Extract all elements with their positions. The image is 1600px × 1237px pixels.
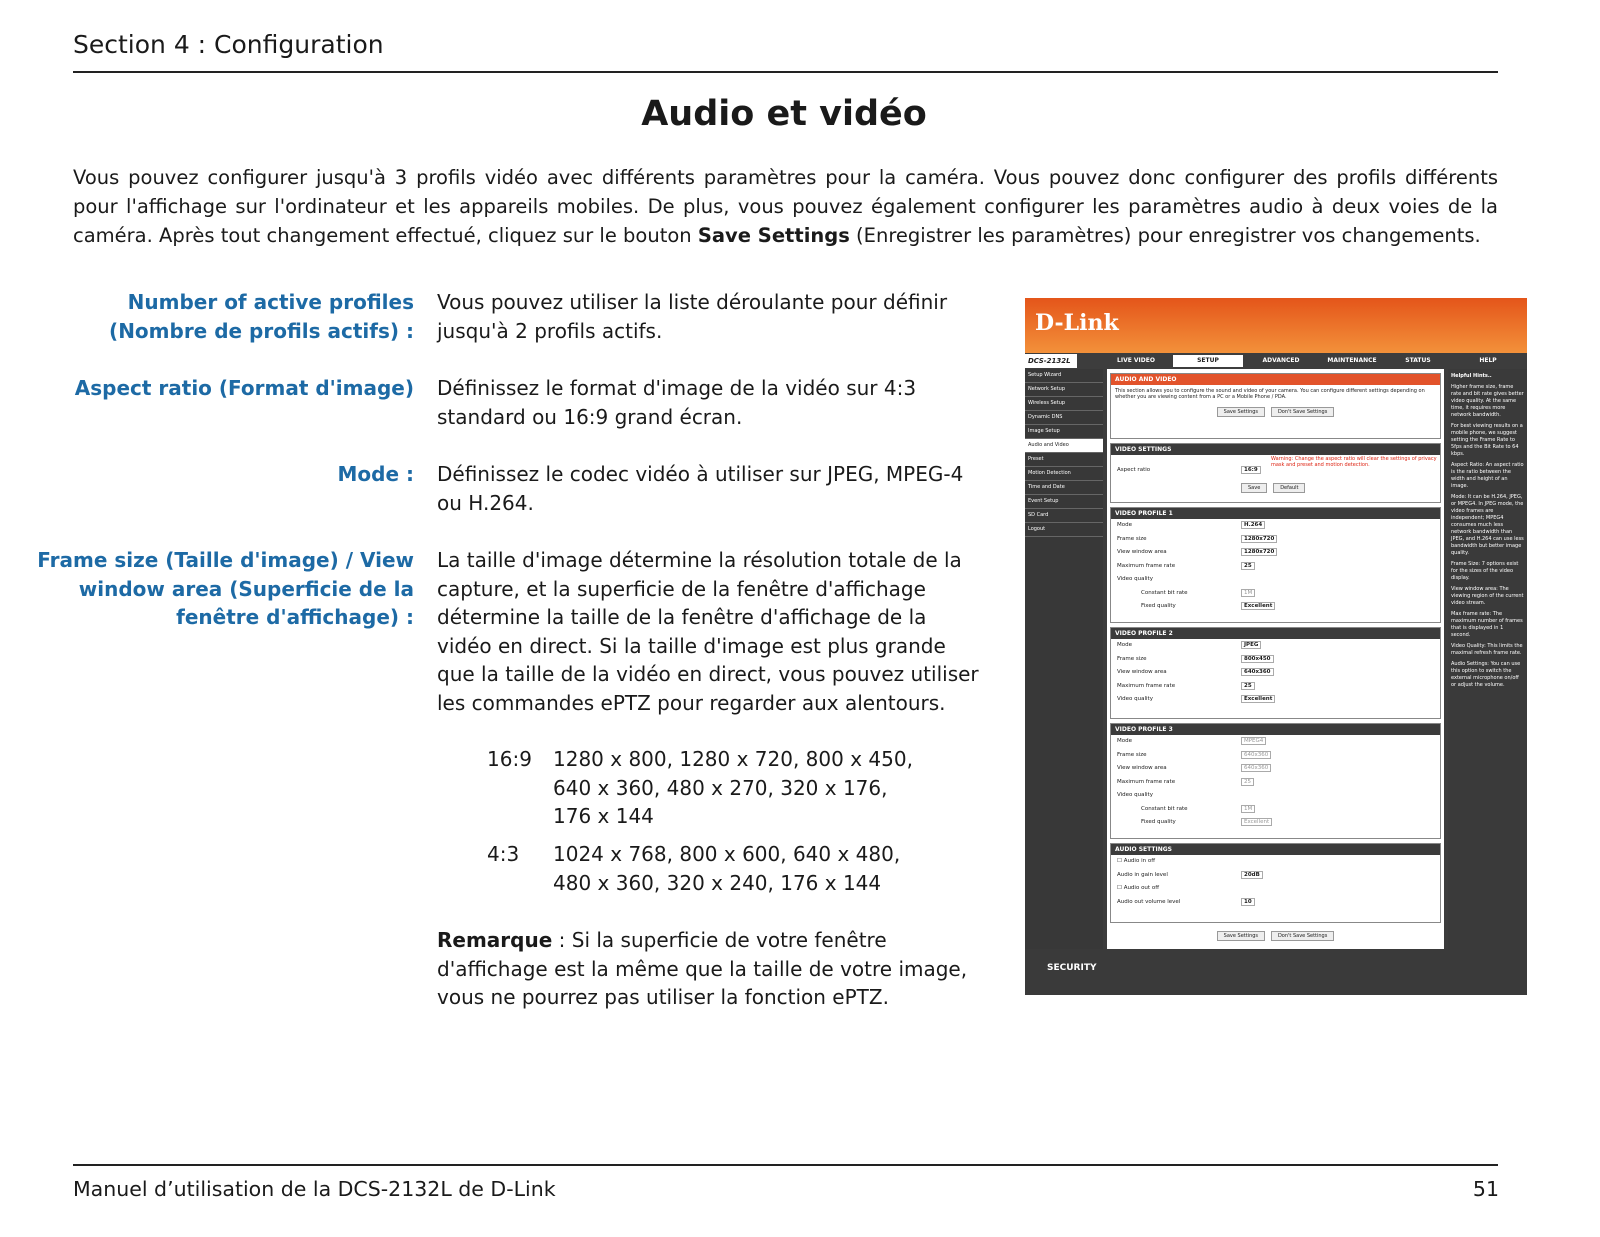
res-line: 1280 x 800, 1280 x 720, 800 x 450, bbox=[553, 747, 913, 771]
view-area-select[interactable]: 1280x720 bbox=[1241, 548, 1277, 556]
dont-save-settings-button[interactable]: Don't Save Settings bbox=[1271, 407, 1334, 417]
sidebar-item-dynamic-dns[interactable]: Dynamic DNS bbox=[1025, 411, 1103, 425]
sidebar-item-setup-wizard[interactable]: Setup Wizard bbox=[1025, 369, 1103, 383]
camera-ui-screenshot bbox=[1025, 298, 1527, 995]
def-mode: Définissez le codec vidéo à utiliser sur JPEG, MPEG-4 ou H.264. bbox=[437, 462, 964, 515]
sidebar-item-wireless-setup[interactable]: Wireless Setup bbox=[1025, 397, 1103, 411]
box-title: AUDIO AND VIDEO bbox=[1111, 374, 1440, 385]
hints-title: Helpful Hints.. bbox=[1451, 373, 1492, 379]
audio-out-off-checkbox[interactable]: ☐ Audio out off bbox=[1117, 885, 1159, 891]
label: Frame size bbox=[1117, 535, 1147, 542]
label: View window area bbox=[1117, 669, 1167, 675]
hint: Mode: It can be H.264, JPEG, or MPEG4. In JPEG mode, the video frames are independent; MPEG4 consumes much less network bandwidth than JPEG, and H.264 can use less bandwidth but better image quality. bbox=[1451, 494, 1524, 556]
row bbox=[1111, 519, 1440, 533]
term-line: window area (Superficie de la bbox=[78, 576, 414, 601]
note-label: Remarque bbox=[437, 928, 553, 952]
sidebar-item-logout[interactable]: Logout bbox=[1025, 523, 1103, 537]
label: Fixed quality bbox=[1141, 603, 1176, 609]
audio-in-off-checkbox[interactable]: ☐ Audio in off bbox=[1117, 858, 1155, 864]
default-button[interactable]: Default bbox=[1273, 483, 1305, 493]
res-line: 640 x 360, 480 x 270, 320 x 176, bbox=[553, 775, 888, 800]
row bbox=[1111, 600, 1440, 614]
quality-select[interactable]: Excellent bbox=[1241, 695, 1275, 703]
row bbox=[1111, 693, 1440, 707]
row bbox=[1111, 749, 1440, 763]
label: Video quality bbox=[1117, 576, 1153, 582]
row bbox=[1111, 896, 1440, 910]
term-frame-size bbox=[37, 546, 414, 632]
model-label: DCS-2132L bbox=[1025, 354, 1077, 368]
label: Mode bbox=[1117, 642, 1132, 648]
box-title: VIDEO PROFILE 1 bbox=[1111, 508, 1440, 519]
gain-select[interactable]: 20dB bbox=[1241, 871, 1263, 879]
label: Audio out volume level bbox=[1117, 898, 1181, 905]
intro-bold: Save Settings bbox=[697, 224, 850, 247]
def-aspect-ratio: Définissez le format d'image de la vidéo sur 4:3 standard ou 16:9 grand écran. bbox=[437, 376, 917, 429]
label: Video quality bbox=[1117, 792, 1153, 798]
aspect-warning: Warning: Change the aspect ratio will clear the settings of privacy mask and preset and motion detection. bbox=[1271, 456, 1437, 468]
row bbox=[1111, 533, 1440, 547]
label: Constant bit rate bbox=[1141, 589, 1188, 596]
label: Mode bbox=[1117, 738, 1132, 744]
view-area-select[interactable]: 640x360 bbox=[1241, 668, 1274, 676]
label: Constant bit rate bbox=[1141, 805, 1188, 812]
row bbox=[1111, 762, 1440, 776]
frame-rate-select[interactable]: 25 bbox=[1241, 778, 1254, 786]
label: Maximum frame rate bbox=[1117, 778, 1176, 785]
save-settings-button[interactable]: Save Settings bbox=[1217, 931, 1265, 941]
save-button[interactable]: Save bbox=[1241, 483, 1267, 493]
content-panel bbox=[1107, 369, 1444, 949]
view-area-select[interactable]: 640x360 bbox=[1241, 764, 1271, 772]
sidebar-item-sd-card[interactable]: SD Card bbox=[1025, 509, 1103, 523]
quality-select[interactable]: Excellent bbox=[1241, 818, 1272, 826]
mode-select[interactable]: H.264 bbox=[1241, 521, 1265, 529]
res-line: 176 x 144 bbox=[553, 804, 654, 828]
tab-advanced[interactable]: ADVANCED bbox=[1262, 357, 1300, 364]
label: Mode bbox=[1117, 522, 1132, 528]
hint: For best viewing results on a mobile phone, we suggest setting the Frame Rate to 5fps and the Bit Rate to 64 kbps. bbox=[1451, 423, 1523, 457]
label: Audio out off bbox=[1123, 885, 1159, 891]
sidebar bbox=[1025, 369, 1103, 949]
row bbox=[1111, 587, 1440, 601]
frame-size-select[interactable]: 800x450 bbox=[1241, 655, 1274, 663]
frame-size-select[interactable]: 640x360 bbox=[1241, 751, 1271, 759]
hint: View window area: The viewing region of the current video stream. bbox=[1451, 586, 1524, 606]
tab-status[interactable]: STATUS bbox=[1405, 357, 1431, 364]
tab-setup[interactable]: SETUP bbox=[1173, 355, 1243, 367]
def-frame-size: La taille d'image détermine la résolution totale de la capture, et la superficie de la fenêtre d'affichage détermine la taille de la fenêtre d'affichage de la vidéo en direct. Si la taille d'image est plus grande que la taille de la vidéo en direct, vous pouvez utiliser les commandes ePTZ pour regarder aux alentours. bbox=[437, 548, 979, 715]
header-divider bbox=[73, 71, 1498, 73]
def-active-profiles: Vous pouvez utiliser la liste déroulante pour définir jusqu'à 2 profils actifs. bbox=[437, 290, 948, 343]
video-profile-2-box bbox=[1110, 627, 1441, 719]
term-line: fenêtre d'affichage) : bbox=[176, 605, 414, 629]
footer-divider bbox=[73, 1164, 1498, 1166]
label: Audio in off bbox=[1123, 858, 1155, 864]
ratio-4-3: 4:3 bbox=[487, 842, 520, 866]
banner bbox=[1025, 298, 1527, 353]
footer-manual-title: Manuel d’utilisation de la DCS-2132L de D-Link bbox=[73, 1177, 556, 1201]
aspect-row bbox=[1111, 455, 1440, 483]
resolutions-16-9 bbox=[553, 745, 913, 831]
save-settings-button[interactable]: Save Settings bbox=[1217, 407, 1265, 417]
row bbox=[1111, 882, 1440, 896]
row bbox=[1111, 869, 1440, 883]
quality-select[interactable]: Excellent bbox=[1241, 602, 1275, 610]
mode-select[interactable]: MPEG4 bbox=[1241, 737, 1266, 745]
label: Frame size bbox=[1117, 751, 1147, 758]
term-aspect-ratio: Aspect ratio (Format d'image) bbox=[74, 376, 414, 400]
aspect-label: Aspect ratio bbox=[1117, 467, 1151, 473]
label: View window area bbox=[1117, 765, 1167, 771]
audio-settings-box bbox=[1110, 843, 1441, 923]
row bbox=[1111, 560, 1440, 574]
dont-save-settings-button[interactable]: Don't Save Settings bbox=[1271, 931, 1334, 941]
term-line: Number of active profiles bbox=[127, 290, 414, 314]
tab-live-video[interactable]: LIVE VIDEO bbox=[1117, 357, 1155, 364]
row bbox=[1111, 680, 1440, 694]
hint: Video Quality: This limits the maximal refresh frame rate. bbox=[1451, 643, 1523, 656]
helpful-hints-panel bbox=[1448, 369, 1527, 949]
video-profile-3-box bbox=[1110, 723, 1441, 839]
label: Maximum frame rate bbox=[1117, 682, 1176, 689]
dlink-logo: D-Link bbox=[1035, 310, 1119, 336]
page-number: 51 bbox=[1472, 1177, 1499, 1201]
section-header: Section 4 : Configuration bbox=[73, 30, 384, 59]
res-line: 480 x 360, 320 x 240, 176 x 144 bbox=[553, 870, 882, 895]
res-line: 1024 x 768, 800 x 600, 640 x 480, bbox=[553, 842, 901, 866]
box-title: AUDIO SETTINGS bbox=[1111, 844, 1440, 855]
resolutions-4-3 bbox=[553, 840, 900, 897]
sidebar-item-audio-video[interactable]: Audio and Video bbox=[1025, 439, 1103, 453]
intro-paragraph bbox=[73, 163, 1498, 250]
label: Video quality bbox=[1117, 696, 1153, 702]
hint: Higher frame size, frame rate and bit rate gives better video quality. At the same time, it requires more network bandwidth. bbox=[1451, 384, 1524, 418]
tab-maintenance[interactable]: MAINTENANCE bbox=[1327, 357, 1377, 364]
row bbox=[1111, 666, 1440, 680]
frame-rate-select[interactable]: 25 bbox=[1241, 682, 1255, 690]
sidebar-item-preset[interactable]: Preset bbox=[1025, 453, 1103, 467]
cbr-select[interactable]: 1M bbox=[1241, 589, 1255, 597]
button-row bbox=[1111, 407, 1440, 417]
hint: Aspect Ratio: An aspect ratio is the ratio between the width and height of an image. bbox=[1451, 462, 1524, 489]
video-settings-box bbox=[1110, 443, 1441, 503]
frame-rate-select[interactable]: 25 bbox=[1241, 562, 1255, 570]
mode-select[interactable]: JPEG bbox=[1241, 641, 1261, 649]
intro-text: Vous pouvez configurer jusqu'à 3 profils vidéo avec différents paramètres pour la caméra. Vous pouvez donc configurer des profils différents pour l'affichage sur l'ordinateur et les appareils mobiles. De plus, vous pouvez également configurer les paramètres audio à deux voies de la caméra. Après tout changement effectué, cliquez sur le bouton bbox=[73, 166, 1498, 247]
label: Audio in gain level bbox=[1117, 871, 1168, 878]
term-mode: Mode : bbox=[337, 462, 414, 486]
sidebar-item-motion-detection[interactable]: Motion Detection bbox=[1025, 467, 1103, 481]
sidebar-item-image-setup[interactable]: Image Setup bbox=[1025, 425, 1103, 439]
intro-text-end: (Enregistrer les paramètres) pour enregistrer vos changements. bbox=[849, 224, 1481, 247]
row bbox=[1111, 816, 1440, 830]
box-title: VIDEO PROFILE 2 bbox=[1111, 628, 1440, 639]
audio-video-box bbox=[1110, 373, 1441, 439]
label: Frame size bbox=[1117, 655, 1147, 662]
row bbox=[1111, 776, 1440, 790]
hint: Max frame rate: The maximum number of frames that is displayed in 1 second. bbox=[1451, 611, 1523, 638]
volume-select[interactable]: 10 bbox=[1241, 898, 1255, 906]
sidebar-item-time-date[interactable]: Time and Date bbox=[1025, 481, 1103, 495]
button-row bbox=[1111, 483, 1440, 493]
video-profile-1-box bbox=[1110, 507, 1441, 623]
security-footer: SECURITY bbox=[1025, 949, 1527, 995]
row bbox=[1111, 803, 1440, 817]
row bbox=[1111, 573, 1440, 587]
row bbox=[1111, 546, 1440, 560]
sidebar-item-network-setup[interactable]: Network Setup bbox=[1025, 383, 1103, 397]
note-paragraph bbox=[437, 926, 997, 1012]
page-title: Audio et vidéo bbox=[641, 94, 927, 134]
label: Maximum frame rate bbox=[1117, 562, 1176, 569]
row bbox=[1111, 789, 1440, 803]
term-active-profiles bbox=[109, 288, 414, 345]
sidebar-item-event-setup[interactable]: Event Setup bbox=[1025, 495, 1103, 509]
bottom-button-row bbox=[1107, 931, 1444, 941]
hint: Frame Size: 7 options exist for the sizes of the video display. bbox=[1451, 561, 1519, 581]
ratio-16-9: 16:9 bbox=[487, 747, 532, 771]
row bbox=[1111, 735, 1440, 749]
label: Fixed quality bbox=[1141, 819, 1176, 825]
tab-help[interactable]: HELP bbox=[1479, 357, 1497, 364]
row bbox=[1111, 653, 1440, 667]
frame-size-select[interactable]: 1280x720 bbox=[1241, 535, 1277, 543]
box-title: VIDEO PROFILE 3 bbox=[1111, 724, 1440, 735]
box-title: VIDEO SETTINGS bbox=[1111, 444, 1440, 455]
row bbox=[1111, 639, 1440, 653]
av-description: This section allows you to configure the sound and video of your camera. You can configure different settings depending on whether you are viewing content from a PC or a Mobile Phone / PDA. bbox=[1115, 388, 1425, 400]
label: View window area bbox=[1117, 549, 1167, 555]
term-line: (Nombre de profils actifs) : bbox=[109, 318, 414, 343]
aspect-select[interactable]: 16:9 bbox=[1241, 466, 1261, 474]
note-text: : Si la superficie de votre fenêtre d'affichage est la même que la taille de votre image, vous ne pourrez pas utiliser la fonction ePTZ. bbox=[437, 928, 968, 1009]
hint: Audio Settings: You can use this option to switch the external microphone on/off or adjust the volume. bbox=[1451, 661, 1521, 688]
row bbox=[1111, 855, 1440, 869]
cbr-select[interactable]: 1M bbox=[1241, 805, 1255, 813]
term-line: Frame size (Taille d'image) / View bbox=[37, 548, 414, 572]
